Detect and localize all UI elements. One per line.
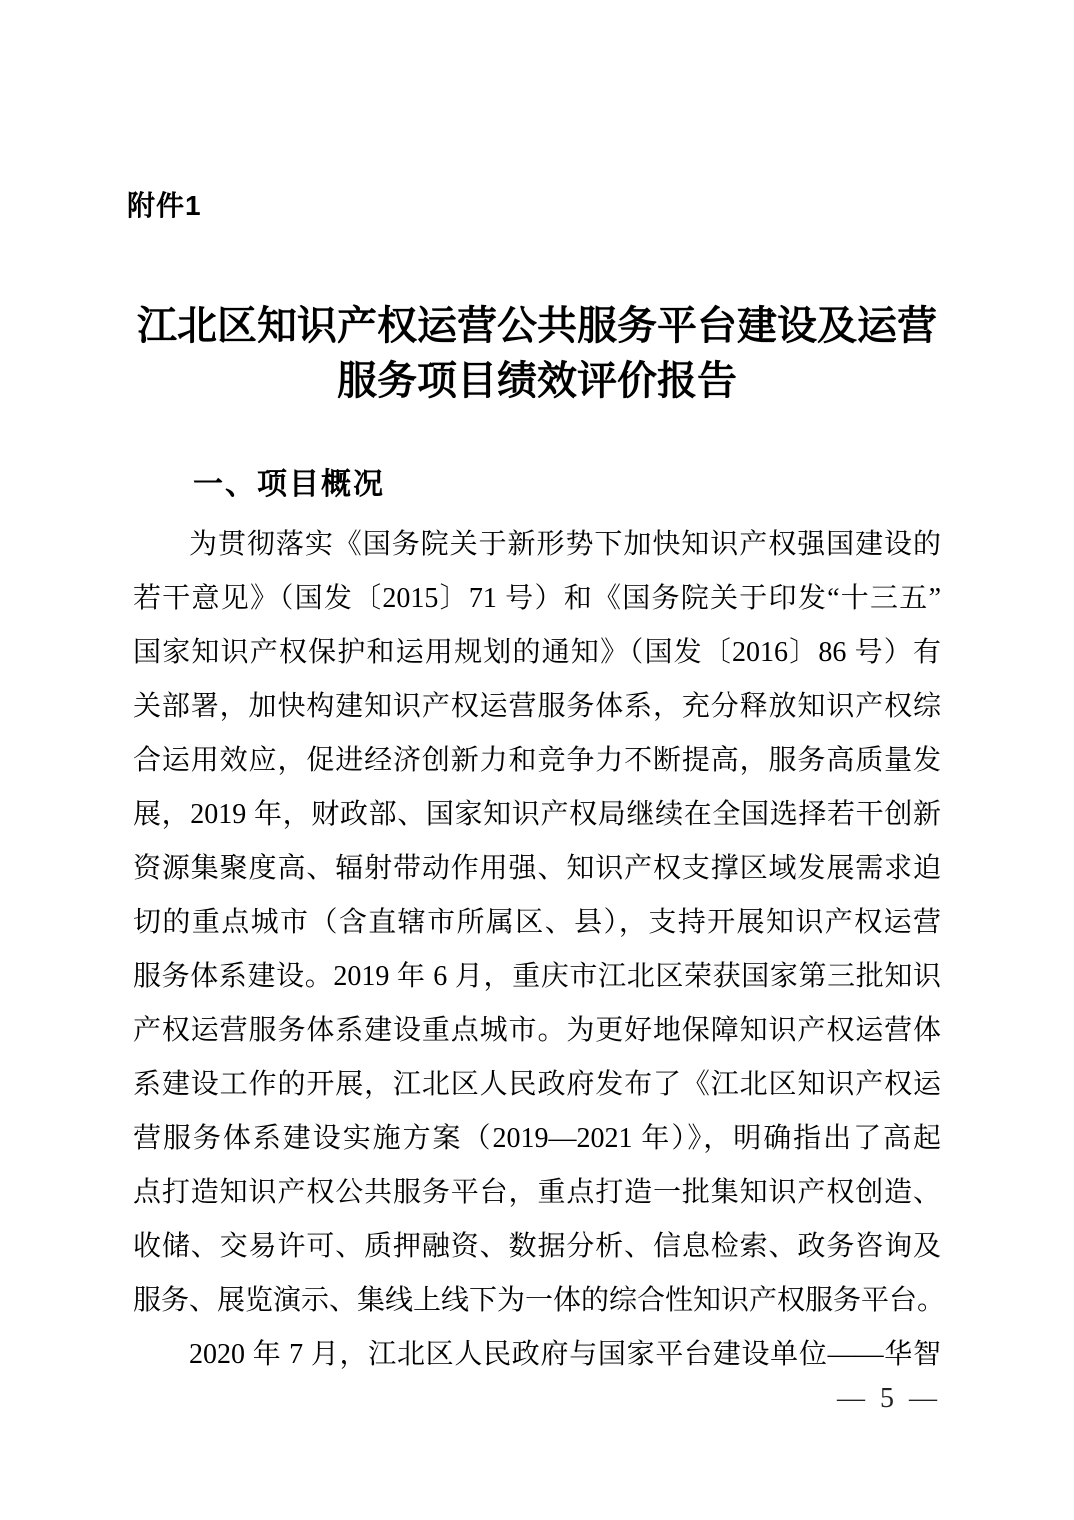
body-text (133, 518, 946, 1382)
body-line: 2020 年 7 月，江北区人民政府与国家平台建设单位——华智 (189, 1339, 941, 1370)
body-line: 国家知识产权保护和运用规划的通知》（国发〔2016〕86 号）有 (133, 637, 941, 668)
title-line-1: 江北区知识产权运营公共服务平台建设及运营 (137, 303, 937, 348)
body-line: 收储、交易许可、质押融资、数据分析、信息检索、政务咨询及 (133, 1231, 941, 1262)
attachment-label: 附件1 (127, 190, 202, 221)
body-line: 系建设工作的开展，江北区人民政府发布了《江北区知识产权运 (133, 1069, 941, 1100)
body-line: 为贯彻落实《国务院关于新形势下加快知识产权强国建设的 (189, 529, 941, 560)
section-heading: 一、项目概况 (193, 468, 385, 501)
body-line: 若干意见》（国发〔2015〕71 号）和《国务院关于印发“十三五” (133, 583, 941, 614)
body-line: 展，2019 年，财政部、国家知识产权局继续在全国选择若干创新 (133, 799, 941, 830)
body-line: 服务、展览演示、集线上线下为一体的综合性知识产权服务平台。 (133, 1285, 946, 1316)
body-line: 点打造知识产权公共服务平台，重点打造一批集知识产权创造、 (133, 1177, 941, 1208)
body-line: 资源集聚度高、辐射带动作用强、知识产权支撑区域发展需求迫 (133, 853, 941, 884)
body-line: 合运用效应，促进经济创新力和竞争力不断提高，服务高质量发 (133, 745, 941, 776)
title-line-2: 服务项目绩效评价报告 (337, 358, 737, 403)
page-number: — 5 — (837, 1383, 941, 1414)
body-line: 服务体系建设。2019 年 6 月，重庆市江北区荣获国家第三批知识 (133, 961, 941, 992)
body-line: 关部署，加快构建知识产权运营服务体系，充分释放知识产权综 (133, 691, 941, 722)
body-line: 切的重点城市（含直辖市所属区、县），支持开展知识产权运营 (133, 907, 941, 938)
document-title (133, 298, 941, 408)
body-line: 产权运营服务体系建设重点城市。为更好地保障知识产权运营体 (133, 1015, 941, 1046)
body-line: 营服务体系建设实施方案（2019—2021 年）》，明确指出了高起 (133, 1123, 941, 1154)
